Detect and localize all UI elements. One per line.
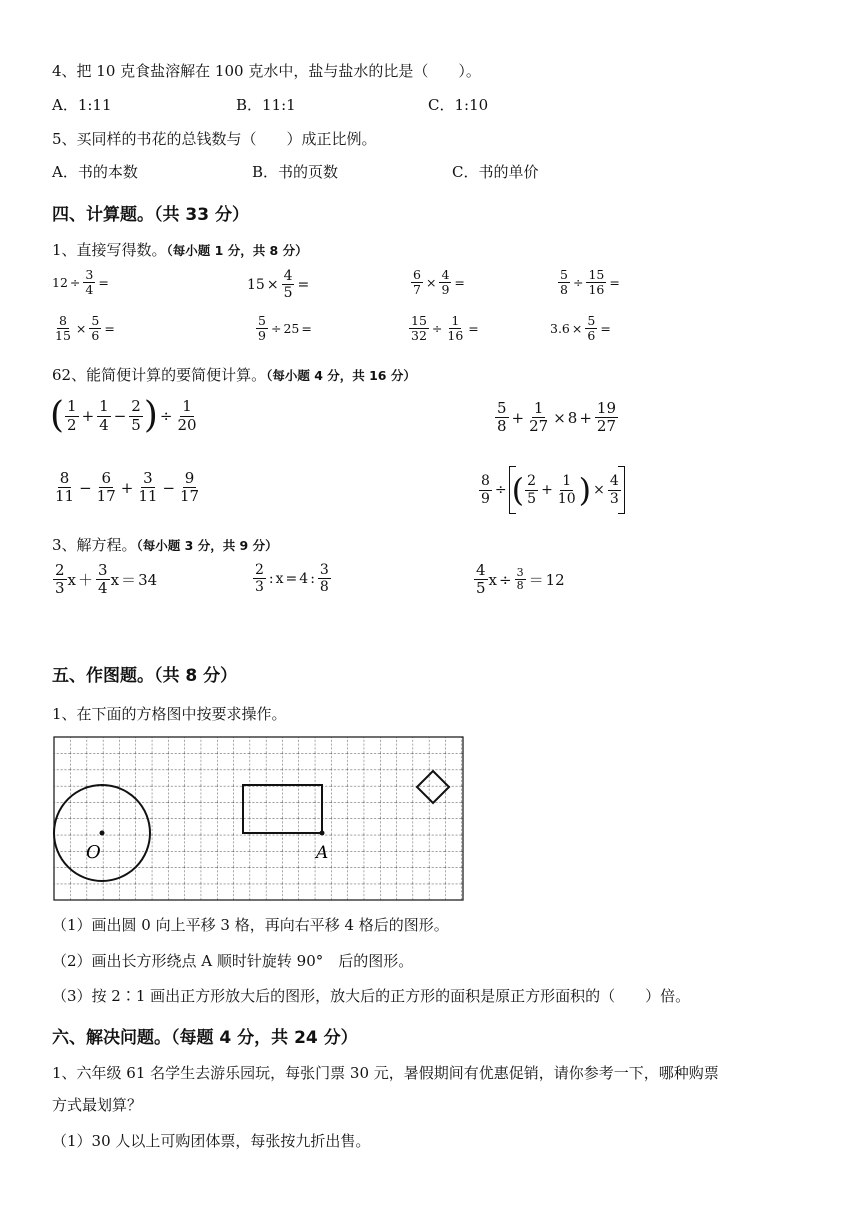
sub1-label: 1、直接写得数。（每小题 1 分，共 8 分） [52,241,308,259]
section-5-q1: 1、在下面的方格图中按要求操作。 [52,705,287,723]
point-a-dot [320,831,325,836]
calc-8: 3.6 × $\frac{5}{6}$ = [550,313,611,344]
equation-1: 2 3 x ＋ 3 4 x ＝ 34 [55,561,158,598]
q4-option-b: B．11:1 [236,96,296,114]
grid-border [54,737,463,900]
equation-2: 2 3 : x = 4 : 3 8 [255,562,329,596]
calc-3: $\frac{6}{7}$ × $\frac{4}{9}$ = [413,267,465,298]
calc-7: $\frac{15}{32}$ ÷ $\frac{1}{16}$ = [411,313,479,344]
section-6-q1-line2: 方式最划算？ [52,1096,143,1114]
sub1-note: （每小题 1 分，共 8 分） [166,243,308,258]
sub2-note: （每小题 4 分，共 16 分） [266,368,416,383]
q4-option-c: C．1:10 [428,96,489,114]
equation-3: $\frac{4}{5}$ x ÷ $\frac{3}{8}$ ＝ 12 [476,561,565,598]
section-6-q1-line1: 1、六年级 61 名学生去游乐园玩，每张门票 30 元，暑假期间有优惠促销，请你参考一下，哪种购票 [52,1064,719,1082]
q5-option-b: B．书的页数 [252,163,339,181]
sub3-note: （每小题 3 分，共 9 分） [136,538,278,553]
label-a: A [316,843,329,863]
calc-6: $\frac{5}{9}$ ÷ 25 = [258,313,312,344]
circle-center-dot [100,831,105,836]
sub2-label: 62、能简便计算的要简便计算。（每小题 4 分，共 16 分） [52,366,416,384]
section-4-heading: 四、计算题。（共 33 分） [52,205,249,225]
q5-option-c: C．书的单价 [452,163,539,181]
sub3-label: 3、解方程。（每小题 3 分，共 9 分） [52,536,278,554]
question-5: 5、买同样的书花的总钱数与（ ）成正比例。 [52,130,377,148]
q4-option-a: A．1:11 [52,96,112,114]
calc-5: $\frac{8}{15}$ × $\frac{5}{6}$ = [55,313,115,344]
question-4: 4、把 10 克食盐溶解在 100 克水中，盐与盐水的比是（ ）。 [52,62,481,80]
section-5-step-3: （3）按 2∶1 画出正方形放大后的图形，放大后的正方形的面积是原正方形面积的（ ）倍。 [52,987,691,1005]
section-5-step-2: （2）画出长方形绕点 A 顺时针旋转 90° 后的图形。 [52,952,414,970]
section-5-heading: 五、作图题。（共 8 分） [52,666,238,686]
simplify-2: 5 8 + $\frac{1}{27}$ × 8 + $\frac{19}{27}$ [497,399,617,436]
simplify-1: ( 1 2 + $\frac{1}{4}$ − $\frac{2}{5}$ ) ÷ $\frac{1}{20}$ [50,395,197,436]
calc-4: $\frac{5}{8}$ ÷ $\frac{15}{16}$ = [560,267,620,298]
simplify-4: $\frac{8}{9}$ ÷ ( 2 5 + $\frac{1}{10}$ ) × $\frac{4}{3}$ [478,466,625,514]
calc-2: 15 × $\frac{4}{5}$ = [247,268,310,302]
q5-option-a: A．书的本数 [52,163,138,181]
simplify-3: 8 11 − $\frac{6}{17}$ + $\frac{3}{11}$ − $\frac{9}{17}$ [55,469,200,506]
label-o: O [86,842,101,863]
calc-1: 12 ÷ $\frac{3}{4}$ = [52,267,109,298]
section-6-q1-option-1: （1）30 人以上可购团体票，每张按九折出售。 [52,1132,371,1150]
grid-figure [50,734,468,904]
section-6-heading: 六、解决问题。（每题 4 分，共 24 分） [52,1028,358,1048]
section-5-step-1: （1）画出圆 0 向上平移 3 格，再向右平移 4 格后的图形。 [52,916,449,934]
